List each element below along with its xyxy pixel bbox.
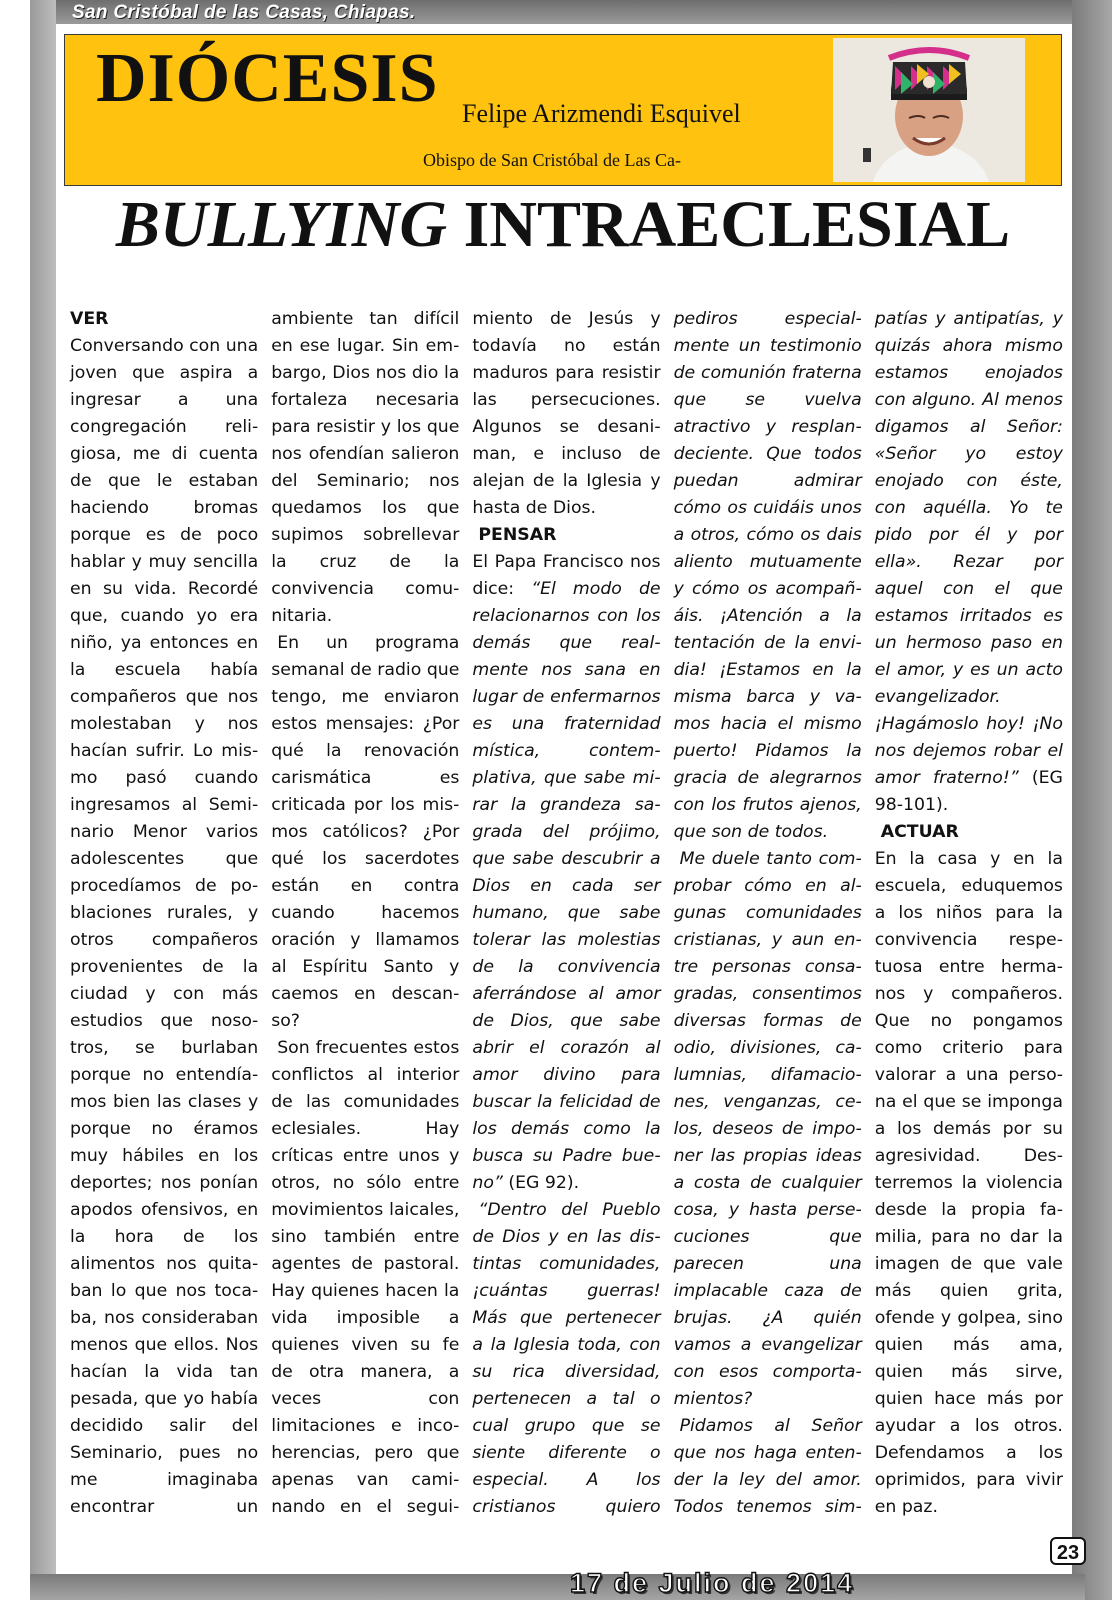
page-number: 23 bbox=[1050, 1537, 1086, 1565]
paragraph-4-intro: El Papa Francisco nos dice: bbox=[472, 552, 661, 599]
paragraph-2: En un programa semanal de radio que tengo, me enviaron estos mensajes: ¿Por qué la renovación carismática es criticada por los mismos católicos? ¿Por qué los sacerdotes están en contra cuando hacemos oración y llamamos al Espíritu Santo y caemos en descanso? bbox=[271, 633, 460, 1031]
paragraph-7-quote: Pidamos al Señor que nos haga entender la ley del amor. Todos tenemos simpatías y antipatías, y quizás ahora mismo estamos enojados con alguno. Al menos digamos al Señor: «Señor yo estoy enojado con éste, con aquélla. Yo te pido por él y por ella». Rezar por aquel con el que estamos irritados es un hermoso paso en el amor, y es un acto evangelizador. ¡Hagámoslo hoy! ¡No nos dejemos robar el amor fraterno!” bbox=[673, 309, 1063, 1517]
section-title: DIÓCESIS bbox=[96, 40, 439, 117]
paragraph-3: Son frecuentes estos conflictos al interior de las comunidades eclesiales. Hay críticas entre unos y otros, no sólo entre movimientos laicales, sino también entre agentes de pastoral. Hay quienes hacen la vida imposible a quienes viven su fe de otra manera, a veces con limitaciones e incoherencias, pero que apenas van caminando en el seguimiento de Jesús y todavía no están maduros para resistir las persecuciones. Algunos se desaniman, e incluso de alejan de la Iglesia y hasta de Dios. bbox=[271, 309, 661, 1517]
frame-left bbox=[30, 0, 56, 1600]
section-heading-pensar: PENSAR bbox=[478, 525, 557, 545]
headline-rest: INTRAECLESIAL bbox=[447, 188, 1011, 261]
issue-date: 17 de Julio de 2014 bbox=[570, 1568, 855, 1598]
paragraph-1: Conversando con una joven que aspira a ingresar a una congregación religiosa, me di cuenta de que le estaban haciendo bromas porque es de poco hablar y muy sencilla en su vida. Recordé que, cuando yo era niño, ya entonces en la escuela había compañeros que nos molestaban y nos hacían sufrir. Lo mismo pasó cuando ingresamos al Seminario Menor varios adolescentes que procedíamos de poblaciones rurales, y otros compañeros provenientes de la ciudad y con más estudios que nosotros, se burlaban porque no entendíamos bien las clases y porque no éramos muy hábiles en los deportes; nos ponían apodos ofensivos, en la hora de los alimentos nos quitaban lo que nos tocaba, nos consideraban menos que ellos. Nos hacían la vida tan pesada, que yo había decidido salir del Seminario, pues no me imaginaba encontrar un ambiente tan difícil en ese lugar. Sin embargo, Dios nos dio la fortaleza necesaria para resistir y los que nos ofendían salieron del Seminario; nos quedamos los que supimos sobrellevar la cruz de la convivencia comunitaria. bbox=[70, 309, 460, 1517]
paragraph-4-ref: (EG 92). bbox=[502, 1173, 580, 1193]
paragraph-8: En la casa y en la escuela, eduquemos a los niños para la convivencia respetuosa entre hermanos y compañeros. Que no pongamos como criterio para valorar a una persona el que se imponga a los demás por su agresividad. Desterremos la violencia desde la propia familia, para no dar la imagen de que vale más quien grita, ofende y golpea, sino quien más ama, quien más sirve, quien hace más por ayudar a los otros. Defendamos a los oprimidos, para vivir en paz. bbox=[874, 849, 1063, 1517]
author-role: Obispo de San Cristóbal de Las Ca- bbox=[423, 150, 681, 170]
location-line: San Cristóbal de las Casas, Chiapas. bbox=[72, 2, 416, 23]
author-name: Felipe Arizmendi Esquivel bbox=[462, 99, 741, 128]
author-portrait-icon bbox=[833, 38, 1025, 182]
paragraph-4 bbox=[472, 549, 660, 1197]
paragraph-7-ref: (EG 98-101). bbox=[874, 768, 1063, 815]
article-body bbox=[70, 306, 1063, 1542]
frame-right bbox=[1072, 0, 1112, 1600]
headline-italic: BULLYING bbox=[115, 188, 448, 261]
paragraph-6: Me duele tanto comprobar cómo en algunas comunidades cristianas, y aun entre personas consagradas, consentimos diversas formas de odio, divisiones, calumnias, difamaciones, venganzas, celos, deseos de imponer las propias ideas a costa de cualquier cosa, y hasta persecuciones que parecen una implacable caza de brujas. ¿A quién vamos a evangelizar con esos comportamientos? bbox=[673, 849, 862, 1409]
paragraph-5: “Dentro del Pueblo de Dios y en las distintas comunidades, ¡cuántas guerras! Más que pertenecer a la Iglesia toda, con su rica diversidad, pertenecen a tal o cual grupo que se siente diferente o especial. A los cristianos quiero pediros especialmente un testimonio de comunión fraterna que se vuelva atractivo y resplandeciente. Que todos puedan admirar cómo os cuidáis unos a otros, cómo os dais aliento mutuamente y cómo os acompañáis. ¡Atención a la tentación de la envidia! ¡Estamos en la misma barca y vamos hacia el mismo puerto! Pidamos la gracia de alegrarnos con los frutos ajenos, que son de todos. bbox=[472, 309, 862, 1517]
section-heading-actuar: ACTUAR bbox=[880, 822, 959, 842]
section-heading-ver: VER bbox=[70, 309, 109, 329]
frame-bottom bbox=[30, 1574, 1085, 1600]
paragraph-4-quote: “El modo de relacionarnos con los demás que realmente nos sana en lugar de enfermarnos es una fraternidad mística, contemplativa, que sabe mirar la grandeza sagrada del prójimo, que sabe descubrir a Dios en cada ser humano, que sabe tolerar las molestias de la convivencia aferrándose al amor de Dios, que sabe abrir el corazón al amor divino para buscar la felicidad de los demás como la busca su Padre bueno” bbox=[472, 579, 661, 1193]
article-headline bbox=[64, 188, 1062, 261]
author-photo bbox=[833, 38, 1025, 182]
